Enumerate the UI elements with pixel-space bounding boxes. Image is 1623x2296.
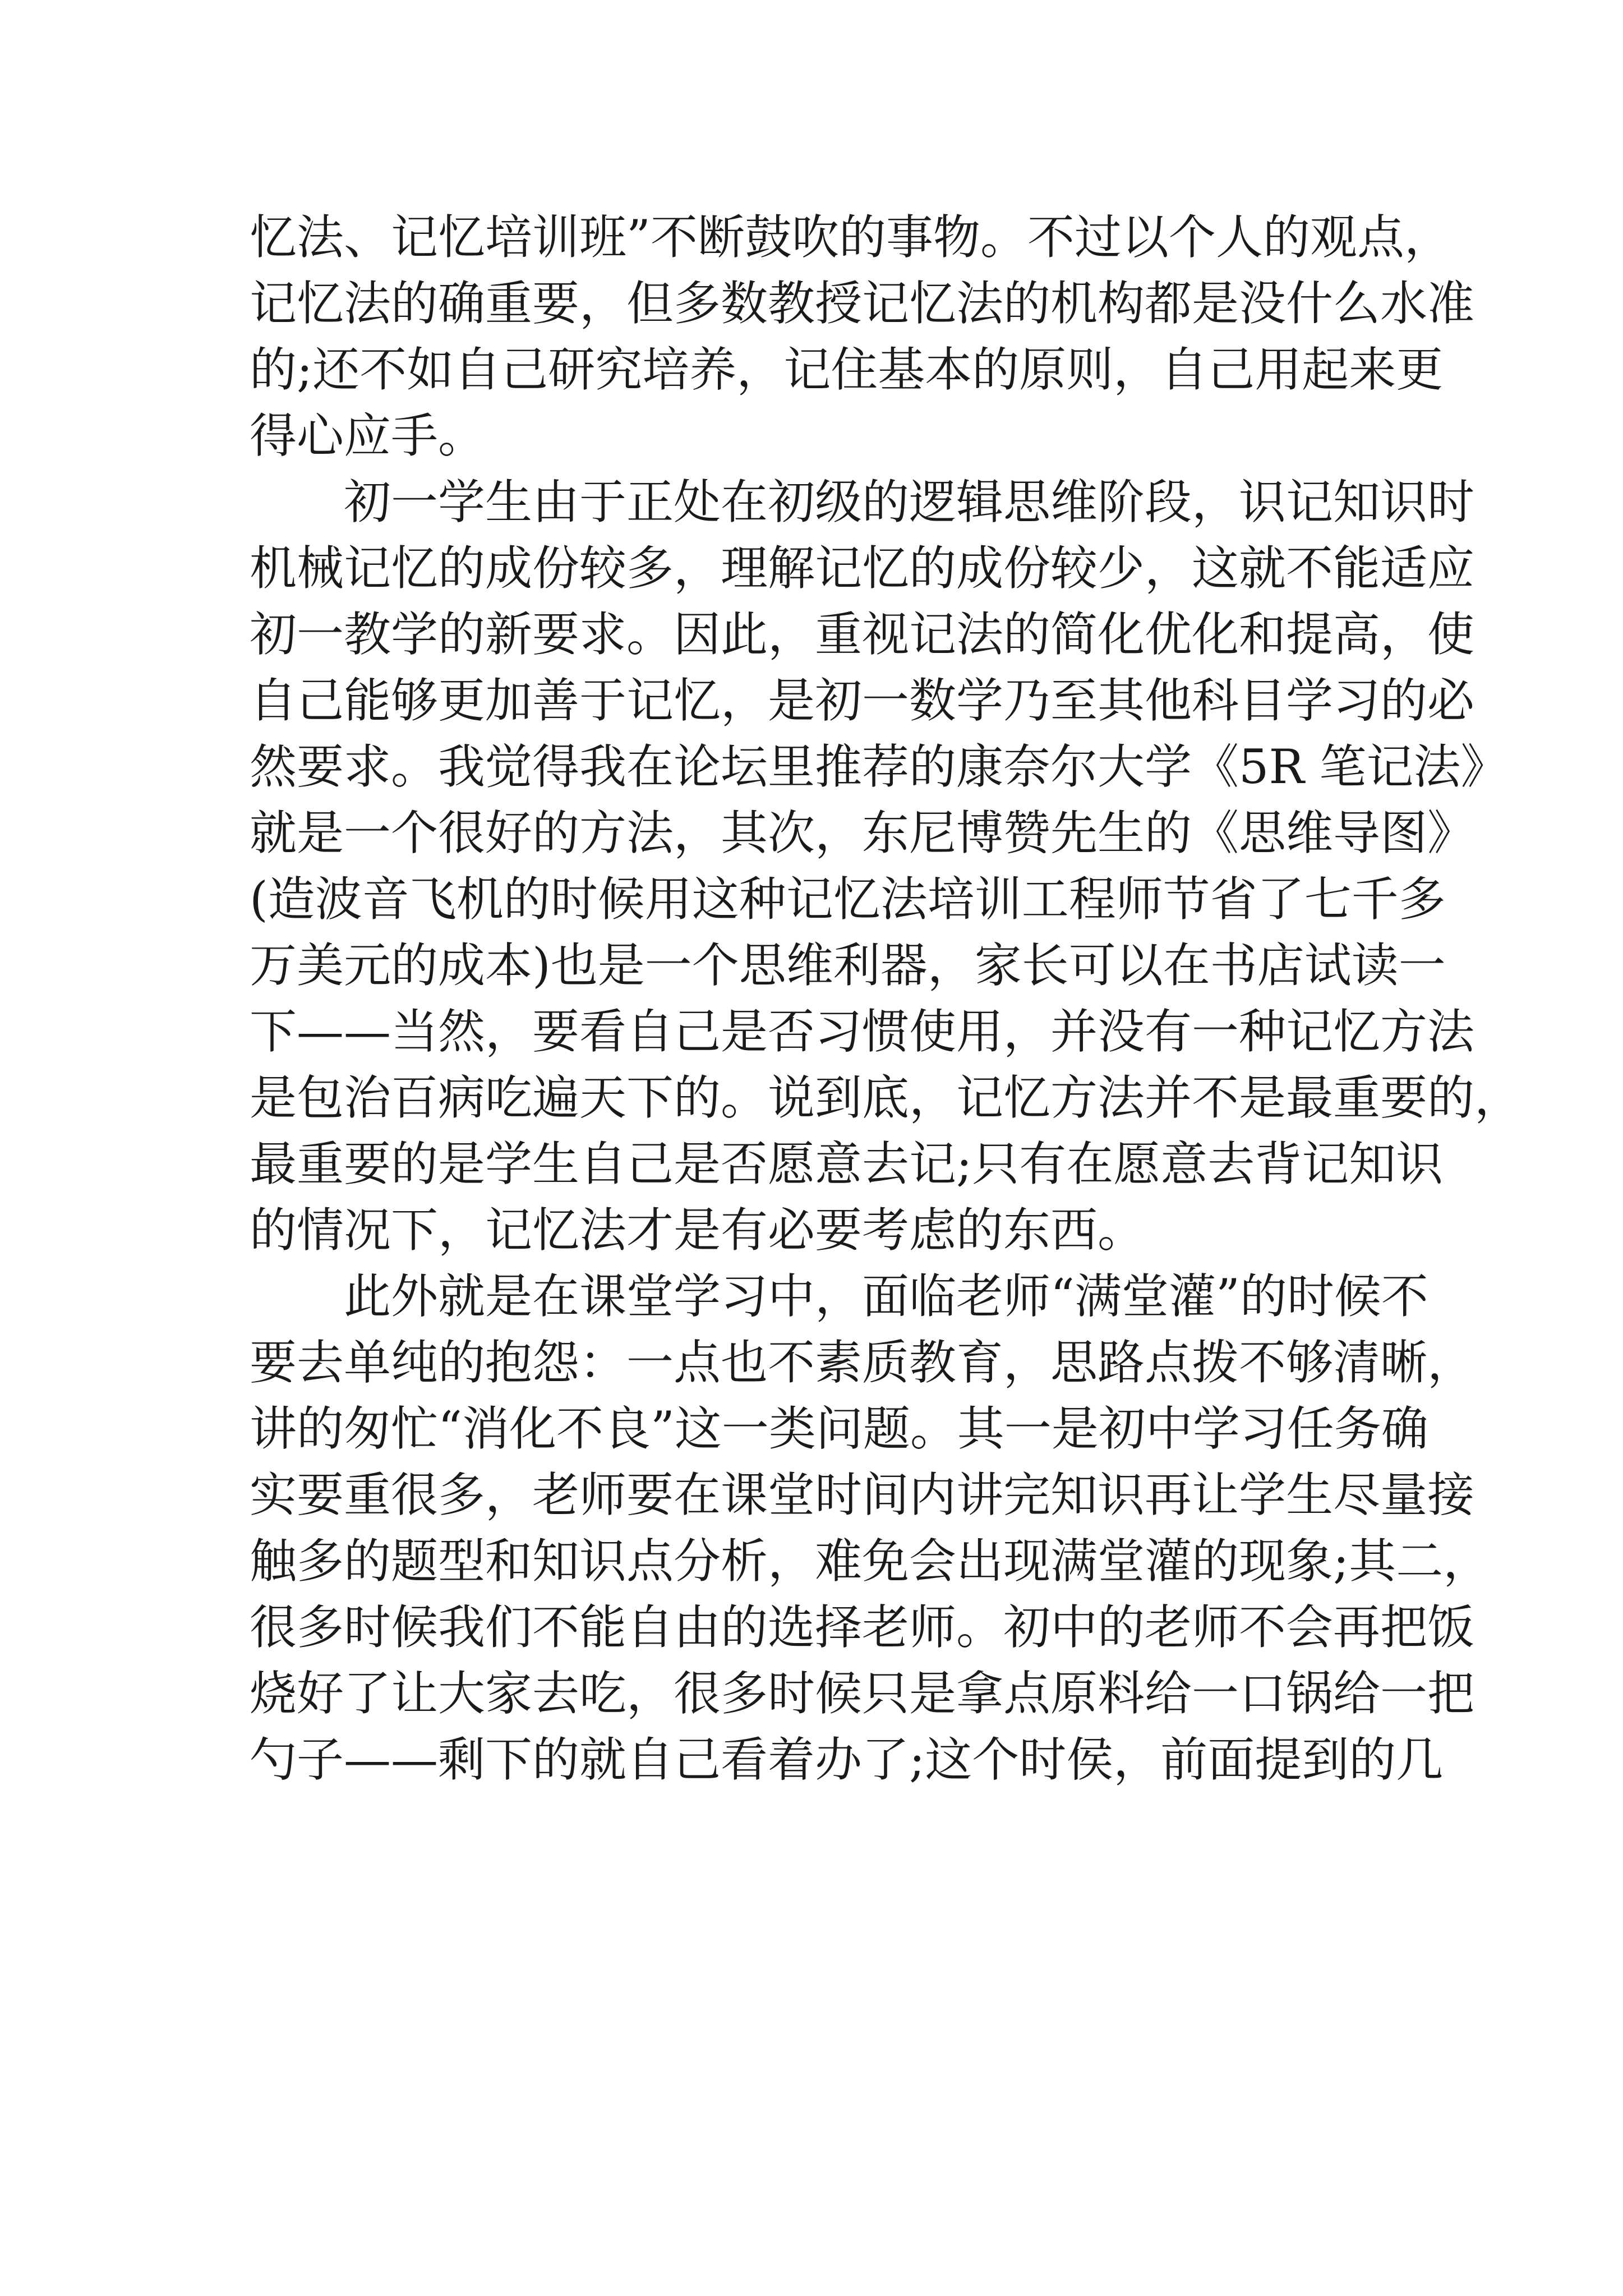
text-line: 勺子——剩下的就自己看着办了;这个时侯，前面提到的几 [250, 1732, 1444, 1787]
text-line: 烧好了让大家去吃，很多时候只是拿点原料给一口锅给一把 [250, 1666, 1475, 1721]
text-line: 下——当然，要看自己是否习惯使用，并没有一种记忆方法 [250, 1004, 1475, 1059]
text-line: 的;还不如自己研究培养，记住基本的原则，自己用起来更 [250, 342, 1444, 397]
paragraph-first-line: 初一学生由于正处在初级的逻辑思维阶段，识记知识时 [344, 475, 1475, 530]
text-line: 最重要的是学生自己是否愿意去记;只有在愿意去背记知识 [250, 1137, 1444, 1191]
text-line: 讲的匆忙“消化不良”这一类问题。其一是初中学习任务确 [250, 1401, 1428, 1456]
text-line: 机械记忆的成份较多，理解记忆的成份较少，这就不能适应 [250, 541, 1475, 596]
text-line: 忆法、记忆培训班”不断鼓吹的事物。不过以个人的观点， [250, 210, 1451, 265]
text-line: 万美元的成本)也是一个思维利器，家长可以在书店试读一 [250, 938, 1446, 993]
text-line: 然要求。我觉得我在论坛里推荐的康奈尔大学《5R 笔记法》 [250, 739, 1508, 794]
text-line: 很多时候我们不能自由的选择老师。初中的老师不会再把饭 [250, 1600, 1475, 1655]
body-text [250, 204, 1522, 1793]
text-line: 自己能够更加善于记忆，是初一数学乃至其他科目学习的必 [250, 673, 1475, 728]
text-line: 就是一个很好的方法，其次，东尼博赞先生的《思维导图》 [250, 806, 1475, 861]
text-line: (造波音飞机的时候用这种记忆法培训工程师节省了七千多 [250, 872, 1446, 927]
text-line: 实要重很多，老师要在课堂时间内讲完知识再让学生尽量接 [250, 1467, 1475, 1522]
text-line: 记忆法的确重要，但多数教授记忆法的机构都是没什么水准 [250, 276, 1475, 331]
text-line: 的情况下，记忆法才是有必要考虑的东西。 [250, 1203, 1145, 1258]
text-line: 触多的题型和知识点分析，难免会出现满堂灌的现象;其二， [250, 1534, 1491, 1589]
text-line: 是包治百病吃遍天下的。说到底，记忆方法并不是最重要的， [250, 1070, 1522, 1125]
paragraph-first-line: 此外就是在课堂学习中，面临老师“满堂灌”的时候不 [344, 1269, 1428, 1324]
text-line: 初一教学的新要求。因此，重视记法的简化优化和提高，使 [250, 607, 1475, 662]
text-line: 得心应手。 [250, 408, 486, 463]
text-line: 要去单纯的抱怨：一点也不素质教育，思路点拨不够清晰， [250, 1335, 1475, 1390]
